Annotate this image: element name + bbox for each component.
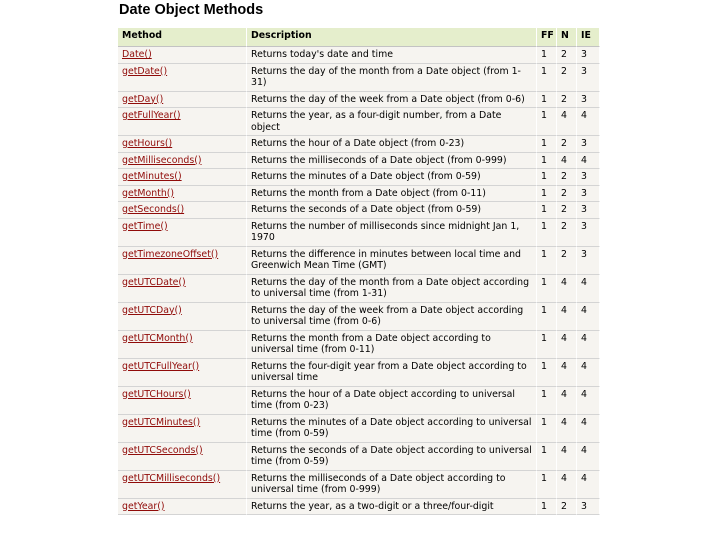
- method-link[interactable]: getDate(): [122, 65, 168, 77]
- method-link[interactable]: getHours(): [122, 138, 173, 149]
- n-cell: 4: [557, 108, 577, 136]
- method-cell: [118, 202, 247, 219]
- ie-cell: 4: [577, 275, 600, 303]
- method-link[interactable]: getMilliseconds(): [122, 154, 202, 166]
- header-ff: FF: [537, 28, 557, 47]
- ie-cell: 3: [577, 136, 600, 153]
- ie-cell: 3: [577, 186, 600, 203]
- table-row: [118, 108, 600, 136]
- table-row: [118, 64, 600, 92]
- ie-cell: 4: [577, 471, 600, 499]
- n-cell: 4: [557, 443, 577, 471]
- method-link[interactable]: getMinutes(): [122, 171, 182, 182]
- method-cell: [118, 387, 247, 415]
- ff-cell: 1: [537, 64, 557, 92]
- ff-cell: 1: [537, 275, 557, 303]
- description-cell: Returns the day of the month from a Date object (from 1-31): [247, 64, 537, 92]
- method-link[interactable]: getYear(): [122, 500, 165, 512]
- table-row: [118, 443, 600, 471]
- method-cell: [118, 443, 247, 471]
- ff-cell: 1: [537, 499, 557, 516]
- table-row: [118, 202, 600, 219]
- method-link[interactable]: getUTCMinutes(): [122, 416, 201, 428]
- table-row: [118, 331, 600, 359]
- ie-cell: 4: [577, 153, 600, 170]
- method-cell: [118, 415, 247, 443]
- table-body: [118, 47, 600, 515]
- method-link[interactable]: getDay(): [122, 93, 164, 105]
- header-n: N: [557, 28, 577, 47]
- method-cell: [118, 219, 247, 247]
- n-cell: 2: [557, 47, 577, 64]
- method-link[interactable]: getTimezoneOffset(): [122, 248, 219, 260]
- ie-cell: 4: [577, 331, 600, 359]
- ff-cell: 1: [537, 169, 557, 186]
- method-cell: [118, 153, 247, 170]
- method-link[interactable]: getTime(): [122, 220, 168, 232]
- n-cell: 2: [557, 202, 577, 219]
- method-cell: [118, 169, 247, 186]
- description-cell: Returns the minutes of a Date object (from 0-59): [247, 169, 537, 186]
- n-cell: 2: [557, 186, 577, 203]
- method-cell: [118, 247, 247, 275]
- n-cell: 4: [557, 153, 577, 170]
- method-link[interactable]: getMonth(): [122, 187, 175, 199]
- table-row: [118, 136, 600, 153]
- description-cell: Returns the seconds of a Date object (from 0-59): [247, 202, 537, 219]
- ff-cell: 1: [537, 359, 557, 387]
- table-row: [118, 219, 600, 247]
- method-link[interactable]: getSeconds(): [122, 204, 185, 215]
- ie-cell: 3: [577, 92, 600, 109]
- ie-cell: 4: [577, 108, 600, 136]
- table-row: [118, 387, 600, 415]
- methods-table: [118, 28, 600, 515]
- ff-cell: 1: [537, 153, 557, 170]
- description-cell: Returns the day of the week from a Date object (from 0-6): [247, 92, 537, 109]
- header-ie: IE: [577, 28, 600, 47]
- header-description: Description: [247, 28, 537, 47]
- table-row: [118, 359, 600, 387]
- description-cell: Returns the four-digit year from a Date object according to universal time: [247, 359, 537, 387]
- ff-cell: 1: [537, 186, 557, 203]
- n-cell: 2: [557, 247, 577, 275]
- table-row: [118, 303, 600, 331]
- ie-cell: 3: [577, 499, 600, 516]
- table-row: [118, 275, 600, 303]
- ff-cell: 1: [537, 108, 557, 136]
- table-row: [118, 499, 600, 516]
- ff-cell: 1: [537, 136, 557, 153]
- table-row: [118, 247, 600, 275]
- table-header-row: [118, 28, 600, 47]
- n-cell: 2: [557, 136, 577, 153]
- n-cell: 4: [557, 275, 577, 303]
- n-cell: 4: [557, 415, 577, 443]
- method-link[interactable]: getUTCDate(): [122, 276, 186, 288]
- ff-cell: 1: [537, 387, 557, 415]
- description-cell: Returns the hour of a Date object (from 0-23): [247, 136, 537, 153]
- method-cell: [118, 471, 247, 499]
- n-cell: 4: [557, 331, 577, 359]
- description-cell: Returns the difference in minutes between local time and Greenwich Mean Time (GMT): [247, 247, 537, 275]
- ff-cell: 1: [537, 471, 557, 499]
- description-cell: Returns the year, as a two-digit or a three/four-digit: [247, 499, 537, 516]
- method-link[interactable]: Date(): [122, 49, 152, 60]
- description-cell: Returns the month from a Date object according to universal time (from 0-11): [247, 331, 537, 359]
- n-cell: 2: [557, 499, 577, 516]
- ff-cell: 1: [537, 247, 557, 275]
- ie-cell: 3: [577, 247, 600, 275]
- n-cell: 4: [557, 387, 577, 415]
- description-cell: Returns the milliseconds of a Date object according to universal time (from 0-999): [247, 471, 537, 499]
- method-cell: [118, 136, 247, 153]
- description-cell: Returns the day of the week from a Date object according to universal time (from 0-6): [247, 303, 537, 331]
- n-cell: 2: [557, 219, 577, 247]
- method-link[interactable]: getUTCMonth(): [122, 332, 193, 344]
- n-cell: 2: [557, 169, 577, 186]
- method-link[interactable]: getUTCHours(): [122, 388, 191, 400]
- description-cell: Returns the year, as a four-digit number, from a Date object: [247, 108, 537, 136]
- n-cell: 4: [557, 471, 577, 499]
- table-row: [118, 92, 600, 109]
- ie-cell: 4: [577, 359, 600, 387]
- method-cell: [118, 303, 247, 331]
- description-cell: Returns the seconds of a Date object according to universal time (from 0-59): [247, 443, 537, 471]
- table-row: [118, 47, 600, 64]
- ie-cell: 3: [577, 219, 600, 247]
- method-link[interactable]: getUTCMilliseconds(): [122, 472, 221, 484]
- method-cell: [118, 331, 247, 359]
- ff-cell: 1: [537, 331, 557, 359]
- ie-cell: 3: [577, 202, 600, 219]
- method-cell: [118, 186, 247, 203]
- ie-cell: 3: [577, 169, 600, 186]
- method-cell: [118, 499, 247, 516]
- ie-cell: 4: [577, 387, 600, 415]
- method-cell: [118, 108, 247, 136]
- ie-cell: 3: [577, 64, 600, 92]
- n-cell: 4: [557, 303, 577, 331]
- method-link[interactable]: getFullYear(): [122, 110, 181, 121]
- method-link[interactable]: getUTCDay(): [122, 304, 182, 316]
- ff-cell: 1: [537, 47, 557, 64]
- ff-cell: 1: [537, 219, 557, 247]
- n-cell: 2: [557, 92, 577, 109]
- ff-cell: 1: [537, 415, 557, 443]
- description-cell: Returns the hour of a Date object according to universal time (from 0-23): [247, 387, 537, 415]
- method-link[interactable]: getUTCSeconds(): [122, 444, 203, 456]
- method-cell: [118, 92, 247, 109]
- method-link[interactable]: getUTCFullYear(): [122, 360, 200, 372]
- table-row: [118, 153, 600, 170]
- ie-cell: 4: [577, 303, 600, 331]
- ff-cell: 1: [537, 202, 557, 219]
- n-cell: 2: [557, 64, 577, 92]
- description-cell: Returns the month from a Date object (from 0-11): [247, 186, 537, 203]
- n-cell: 4: [557, 359, 577, 387]
- method-cell: [118, 64, 247, 92]
- ff-cell: 1: [537, 92, 557, 109]
- ff-cell: 1: [537, 303, 557, 331]
- table-row: [118, 169, 600, 186]
- description-cell: Returns the number of milliseconds since midnight Jan 1, 1970: [247, 219, 537, 247]
- description-cell: Returns today's date and time: [247, 47, 537, 64]
- ie-cell: 4: [577, 415, 600, 443]
- page-title: Date Object Methods: [119, 2, 264, 18]
- ie-cell: 3: [577, 47, 600, 64]
- ff-cell: 1: [537, 443, 557, 471]
- description-cell: Returns the day of the month from a Date object according to universal time (from 1-31): [247, 275, 537, 303]
- table-row: [118, 415, 600, 443]
- method-cell: [118, 47, 247, 64]
- method-cell: [118, 275, 247, 303]
- header-method: Method: [118, 28, 247, 47]
- table-row: [118, 186, 600, 203]
- table-row: [118, 471, 600, 499]
- method-cell: [118, 359, 247, 387]
- ie-cell: 4: [577, 443, 600, 471]
- description-cell: Returns the minutes of a Date object according to universal time (from 0-59): [247, 415, 537, 443]
- description-cell: Returns the milliseconds of a Date object (from 0-999): [247, 153, 537, 170]
